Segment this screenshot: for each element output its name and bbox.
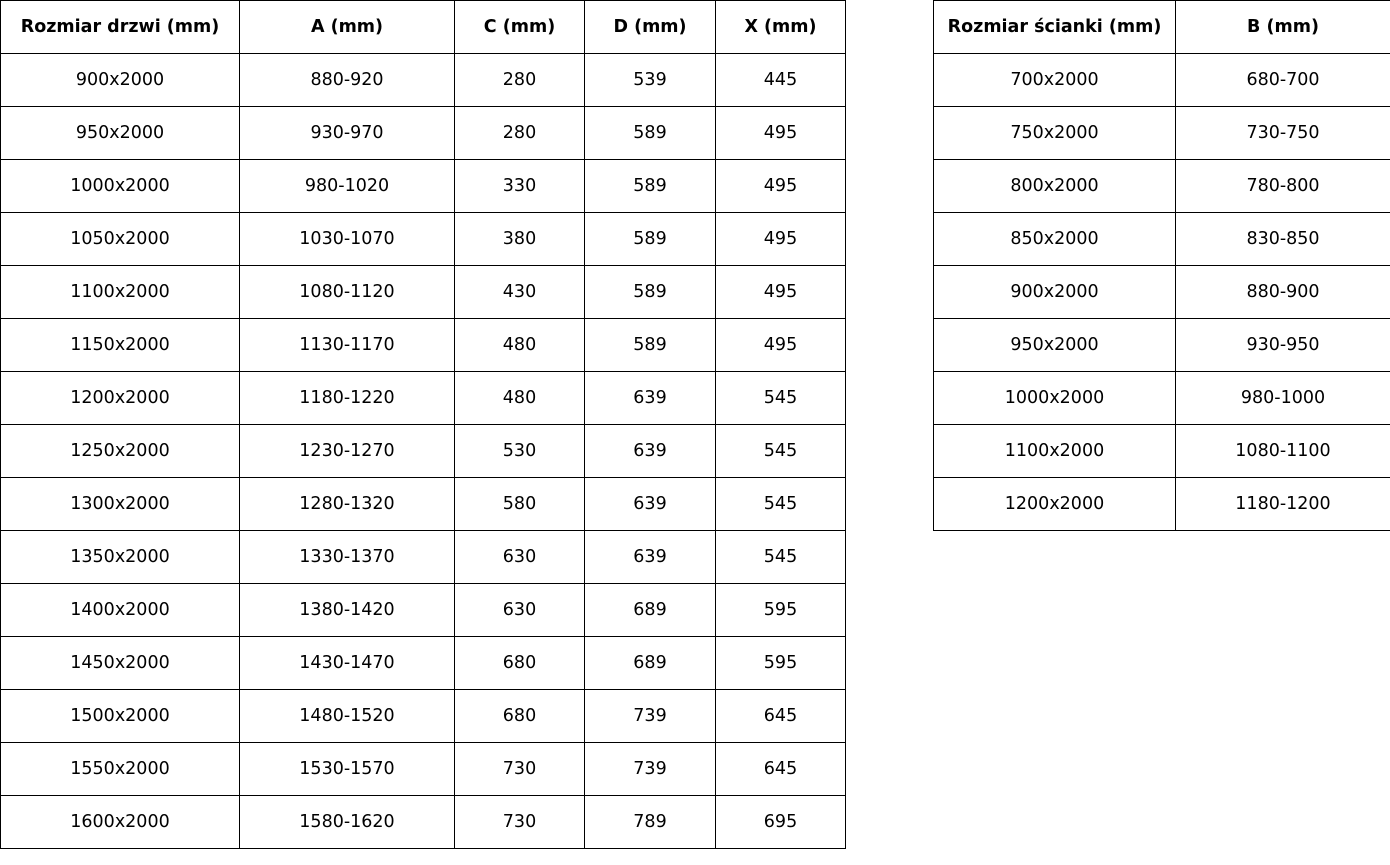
door-size-cell: 1580-1620 — [240, 796, 455, 849]
door-size-cell: 545 — [716, 372, 846, 425]
door-size-cell: 630 — [455, 531, 585, 584]
wall-size-cell: 1000x2000 — [934, 372, 1176, 425]
door-size-cell: 1500x2000 — [1, 690, 240, 743]
door-size-cell: 1050x2000 — [1, 213, 240, 266]
door-size-column-header: C (mm) — [455, 1, 585, 54]
door-size-cell: 495 — [716, 107, 846, 160]
door-size-cell: 1430-1470 — [240, 637, 455, 690]
door-size-cell: 589 — [585, 107, 716, 160]
door-size-cell: 1550x2000 — [1, 743, 240, 796]
door-size-cell: 495 — [716, 160, 846, 213]
table-row — [934, 266, 1390, 319]
door-size-cell: 595 — [716, 637, 846, 690]
door-size-cell: 280 — [455, 54, 585, 107]
table-row — [934, 478, 1390, 531]
door-size-cell: 689 — [585, 584, 716, 637]
door-size-cell: 1300x2000 — [1, 478, 240, 531]
door-size-cell: 1130-1170 — [240, 319, 455, 372]
door-size-cell: 595 — [716, 584, 846, 637]
table-header-row — [1, 1, 846, 54]
door-size-cell: 539 — [585, 54, 716, 107]
wall-size-cell: 830-850 — [1176, 213, 1390, 266]
door-size-column-header: A (mm) — [240, 1, 455, 54]
door-size-cell: 495 — [716, 319, 846, 372]
door-size-column-header: Rozmiar drzwi (mm) — [1, 1, 240, 54]
door-size-cell: 589 — [585, 266, 716, 319]
table-row — [934, 213, 1390, 266]
door-size-cell: 1080-1120 — [240, 266, 455, 319]
door-size-cell: 880-920 — [240, 54, 455, 107]
door-size-cell: 580 — [455, 478, 585, 531]
table-row — [1, 319, 846, 372]
door-size-cell: 380 — [455, 213, 585, 266]
table-row — [934, 107, 1390, 160]
door-size-cell: 589 — [585, 319, 716, 372]
door-size-cell: 950x2000 — [1, 107, 240, 160]
wall-size-cell: 1180-1200 — [1176, 478, 1390, 531]
table-row — [1, 796, 846, 849]
door-size-cell: 900x2000 — [1, 54, 240, 107]
wall-size-cell: 700x2000 — [934, 54, 1176, 107]
wall-size-cell: 930-950 — [1176, 319, 1390, 372]
door-size-cell: 280 — [455, 107, 585, 160]
table-row — [1, 478, 846, 531]
door-size-cell: 1030-1070 — [240, 213, 455, 266]
table-row — [1, 584, 846, 637]
door-size-cell: 1150x2000 — [1, 319, 240, 372]
door-size-cell: 730 — [455, 796, 585, 849]
door-size-cell: 1280-1320 — [240, 478, 455, 531]
door-size-cell: 589 — [585, 213, 716, 266]
door-size-cell: 545 — [716, 425, 846, 478]
table-row — [1, 266, 846, 319]
door-size-column-header: D (mm) — [585, 1, 716, 54]
door-size-cell: 495 — [716, 266, 846, 319]
wall-size-cell: 730-750 — [1176, 107, 1390, 160]
table-header-row — [934, 1, 1390, 54]
table-row — [1, 690, 846, 743]
door-size-cell: 980-1020 — [240, 160, 455, 213]
door-size-cell: 730 — [455, 743, 585, 796]
table-row — [1, 213, 846, 266]
table-row — [934, 372, 1390, 425]
door-size-cell: 1600x2000 — [1, 796, 240, 849]
table-row — [1, 107, 846, 160]
door-size-cell: 639 — [585, 425, 716, 478]
door-size-cell: 330 — [455, 160, 585, 213]
table-row — [934, 54, 1390, 107]
door-size-cell: 739 — [585, 690, 716, 743]
door-size-cell: 430 — [455, 266, 585, 319]
wall-size-column-header: B (mm) — [1176, 1, 1390, 54]
door-size-cell: 689 — [585, 637, 716, 690]
wall-size-table — [933, 0, 1390, 531]
door-size-cell: 545 — [716, 478, 846, 531]
wall-size-cell: 900x2000 — [934, 266, 1176, 319]
door-size-cell: 1530-1570 — [240, 743, 455, 796]
door-size-cell: 480 — [455, 319, 585, 372]
door-size-cell: 1350x2000 — [1, 531, 240, 584]
table-row — [934, 425, 1390, 478]
door-size-cell: 1380-1420 — [240, 584, 455, 637]
table-row — [1, 637, 846, 690]
table-row — [1, 425, 846, 478]
door-size-cell: 545 — [716, 531, 846, 584]
wall-size-cell: 1100x2000 — [934, 425, 1176, 478]
door-size-cell: 1180-1220 — [240, 372, 455, 425]
table-row — [934, 319, 1390, 372]
table-row — [1, 531, 846, 584]
door-size-cell: 739 — [585, 743, 716, 796]
door-size-cell: 695 — [716, 796, 846, 849]
door-size-cell: 1100x2000 — [1, 266, 240, 319]
table-row — [1, 160, 846, 213]
wall-size-column-header: Rozmiar ścianki (mm) — [934, 1, 1176, 54]
wall-size-cell: 780-800 — [1176, 160, 1390, 213]
wall-size-cell: 980-1000 — [1176, 372, 1390, 425]
door-size-cell: 1330-1370 — [240, 531, 455, 584]
door-size-cell: 789 — [585, 796, 716, 849]
door-size-cell: 630 — [455, 584, 585, 637]
door-size-cell: 445 — [716, 54, 846, 107]
door-size-cell: 645 — [716, 690, 846, 743]
door-size-cell: 530 — [455, 425, 585, 478]
door-size-cell: 680 — [455, 690, 585, 743]
wall-size-cell: 750x2000 — [934, 107, 1176, 160]
door-size-cell: 1250x2000 — [1, 425, 240, 478]
door-size-cell: 495 — [716, 213, 846, 266]
table-row — [1, 743, 846, 796]
door-size-cell: 1230-1270 — [240, 425, 455, 478]
door-size-cell: 1450x2000 — [1, 637, 240, 690]
wall-size-cell: 950x2000 — [934, 319, 1176, 372]
table-row — [1, 54, 846, 107]
door-size-cell: 680 — [455, 637, 585, 690]
door-size-cell: 1400x2000 — [1, 584, 240, 637]
door-size-cell: 645 — [716, 743, 846, 796]
door-size-cell: 1000x2000 — [1, 160, 240, 213]
wall-size-cell: 1200x2000 — [934, 478, 1176, 531]
door-size-cell: 639 — [585, 478, 716, 531]
door-size-column-header: X (mm) — [716, 1, 846, 54]
door-size-cell: 480 — [455, 372, 585, 425]
door-size-cell: 1480-1520 — [240, 690, 455, 743]
door-size-cell: 930-970 — [240, 107, 455, 160]
door-size-cell: 589 — [585, 160, 716, 213]
door-size-cell: 1200x2000 — [1, 372, 240, 425]
door-size-cell: 639 — [585, 372, 716, 425]
wall-size-cell: 1080-1100 — [1176, 425, 1390, 478]
wall-size-cell: 880-900 — [1176, 266, 1390, 319]
wall-size-cell: 680-700 — [1176, 54, 1390, 107]
table-row — [1, 372, 846, 425]
wall-size-cell: 800x2000 — [934, 160, 1176, 213]
table-row — [934, 160, 1390, 213]
wall-size-cell: 850x2000 — [934, 213, 1176, 266]
door-size-cell: 639 — [585, 531, 716, 584]
